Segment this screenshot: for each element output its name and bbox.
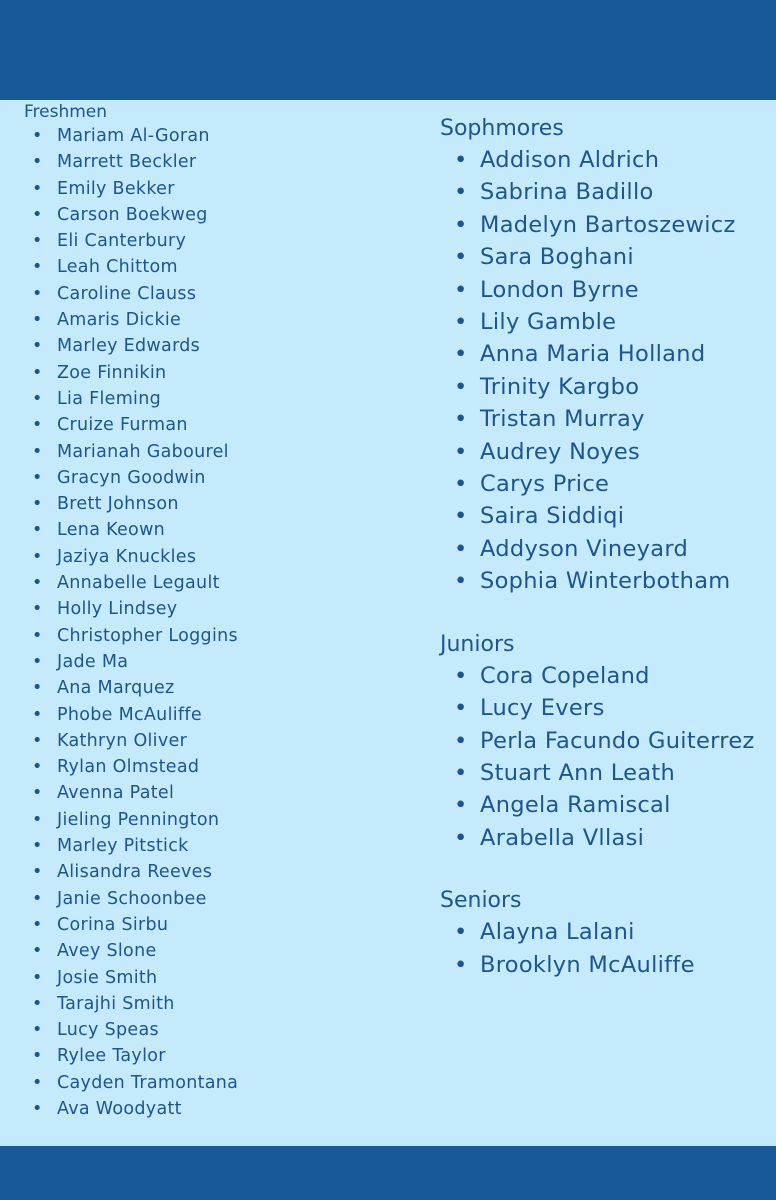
name-list-item: • Leah Chittom — [24, 254, 414, 280]
name-list-item: • Eli Canterbury — [24, 228, 414, 254]
name-list-item: • Carson Boekweg — [24, 202, 414, 228]
name-list-item: • Cora Copeland — [440, 660, 766, 692]
name-list-item: • Rylee Taylor — [24, 1043, 414, 1069]
name-list-item: • Caroline Clauss — [24, 281, 414, 307]
name-list-item: • London Byrne — [440, 274, 766, 306]
name-list-item: • Jaziya Knuckles — [24, 544, 414, 570]
name-list-item: • Gracyn Goodwin — [24, 465, 414, 491]
juniors-heading: Juniors — [440, 631, 515, 657]
freshmen-heading: Freshmen — [24, 102, 108, 122]
name-list-item: • Anna Maria Holland — [440, 338, 766, 370]
name-list-item: • Lena Keown — [24, 517, 414, 543]
name-list-item: • Audrey Noyes — [440, 436, 766, 468]
name-list-item: • Avenna Patel — [24, 780, 414, 806]
seniors-list — [440, 916, 776, 981]
name-list-item: • Jieling Pennington — [24, 807, 414, 833]
name-list-item: • Lucy Evers — [440, 692, 766, 724]
name-list-item: • Rylan Olmstead — [24, 754, 414, 780]
name-list-item: • Ava Woodyatt — [24, 1096, 414, 1122]
name-list-item: • Lia Fleming — [24, 386, 414, 412]
sophomores-list — [440, 144, 776, 598]
name-list-item: • Marley Edwards — [24, 333, 414, 359]
name-list-item: • Stuart Ann Leath — [440, 757, 766, 789]
freshmen-list — [24, 123, 414, 1122]
name-list-item: • Avey Slone — [24, 938, 414, 964]
name-list-item: • Addison Aldrich — [440, 144, 766, 176]
name-list-item: • Tarajhi Smith — [24, 991, 414, 1017]
name-list-item: • Arabella Vllasi — [440, 822, 766, 854]
name-list-item: • Janie Schoonbee — [24, 886, 414, 912]
name-list-item: • Trinity Kargbo — [440, 371, 766, 403]
name-list-item: • Sophia Winterbotham — [440, 565, 766, 597]
top-banner — [0, 0, 776, 100]
name-list-item: • Christopher Loggins — [24, 623, 414, 649]
name-list-item: • Holly Lindsey — [24, 596, 414, 622]
name-list-item: • Lucy Speas — [24, 1017, 414, 1043]
name-list-item: • Ana Marquez — [24, 675, 414, 701]
name-list-item: • Sabrina Badillo — [440, 176, 766, 208]
name-list-item: • Kathryn Oliver — [24, 728, 414, 754]
name-list-item: • Marianah Gabourel — [24, 439, 414, 465]
name-list-item: • Annabelle Legault — [24, 570, 414, 596]
name-list-item: • Sara Boghani — [440, 241, 766, 273]
name-list-item: • Lily Gamble — [440, 306, 766, 338]
seniors-heading: Seniors — [440, 888, 522, 914]
name-list-item: • Mariam Al-Goran — [24, 123, 414, 149]
name-list-item: • Brett Johnson — [24, 491, 414, 517]
bottom-banner — [0, 1146, 776, 1200]
name-list-item: • Zoe Finnikin — [24, 360, 414, 386]
freshmen-section — [24, 101, 414, 1122]
juniors-list — [440, 660, 776, 854]
sophomores-heading: Sophmores — [440, 116, 564, 141]
name-list-item: • Angela Ramiscal — [440, 789, 766, 821]
name-list-item: • Addyson Vineyard — [440, 533, 766, 565]
name-list-item: • Marley Pitstick — [24, 833, 414, 859]
name-list-item: • Amaris Dickie — [24, 307, 414, 333]
name-list-item: • Jade Ma — [24, 649, 414, 675]
name-list-item: • Phobe McAuliffe — [24, 702, 414, 728]
name-list-item: • Alisandra Reeves — [24, 859, 414, 885]
name-list-item: • Corina Sirbu — [24, 912, 414, 938]
name-list-item: • Saira Siddiqi — [440, 500, 766, 532]
name-list-item: • Cruize Furman — [24, 412, 414, 438]
name-list-item: • Emily Bekker — [24, 176, 414, 202]
name-list-item: • Brooklyn McAuliffe — [440, 949, 766, 981]
name-list-item: • Josie Smith — [24, 965, 414, 991]
name-list-item: • Alayna Lalani — [440, 916, 766, 948]
name-list-item: • Tristan Murray — [440, 403, 766, 435]
name-list-item: • Carys Price — [440, 468, 766, 500]
name-list-item: • Perla Facundo Guiterrez — [440, 725, 766, 757]
name-list-item: • Cayden Tramontana — [24, 1070, 414, 1096]
name-list-item: • Marrett Beckler — [24, 149, 414, 175]
upperclass-column — [440, 114, 776, 981]
name-list-item: • Madelyn Bartoszewicz — [440, 209, 766, 241]
